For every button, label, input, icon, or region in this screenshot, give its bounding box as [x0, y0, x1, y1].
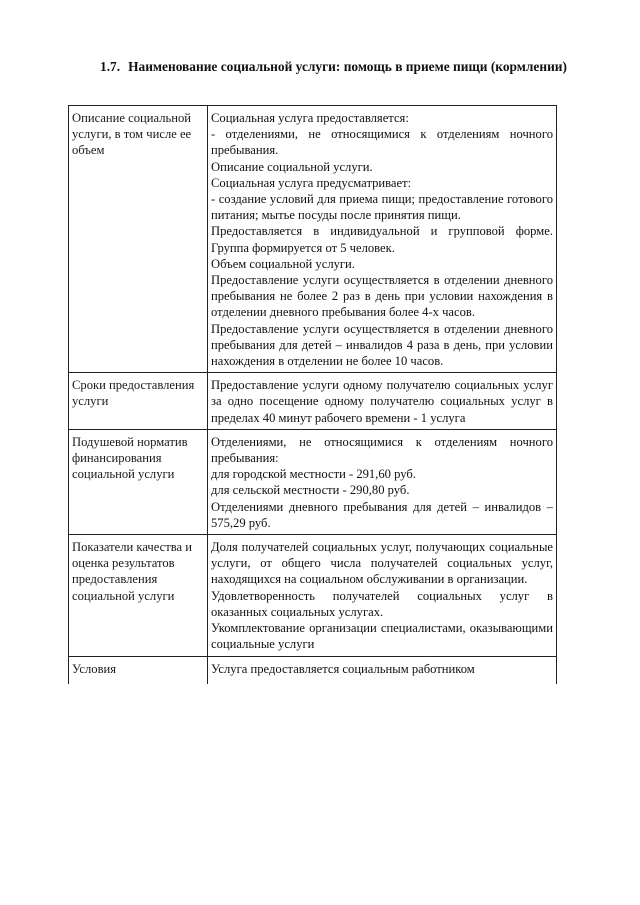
paragraph: - отделениями, не относящимися к отделениям ночного пребывания.	[211, 127, 553, 158]
paragraph: Доля получателей социальных услуг, получающих социальные услуги, от общего числа получателей социальных услуг, находящихся на социальном обслуживании в организации.	[211, 540, 553, 587]
row-label-description: Описание социальной услуги, в том числе ее объем	[69, 106, 208, 373]
table-row	[69, 656, 557, 684]
row-content-terms	[208, 373, 557, 430]
paragraph: - создание условий для приема пищи; предоставление готового питания; мытье посуды после принятия пищи.	[211, 192, 553, 223]
row-label-quality: Показатели качества и оценка результатов предоставления социальной услуги	[69, 535, 208, 656]
paragraph: Укомплектование организации специалистами, оказывающими социальные услуги	[211, 621, 553, 652]
row-label-conditions: Условия	[69, 656, 208, 684]
row-content-quality	[208, 535, 557, 656]
paragraph: Описание социальной услуги.	[211, 159, 373, 174]
row-content-description	[208, 106, 557, 373]
section-number: 1.7.	[100, 59, 121, 74]
paragraph: Предоставление услуги осуществляется в отделении дневного пребывания не более 2 раз в день при условии нахождения в отделении дневного пребывания более 4-х часов.	[211, 273, 553, 320]
paragraph: Социальная услуга предусматривает:	[211, 175, 412, 190]
table-row	[69, 373, 557, 430]
section-heading	[70, 58, 592, 75]
row-label-terms: Сроки предоставления услуги	[69, 373, 208, 430]
paragraph: Предоставляется в индивидуальной и групповой форме. Группа формируется от 5 человек.	[211, 224, 553, 255]
paragraph: Услуга предоставляется социальным работником	[211, 661, 475, 676]
row-content-conditions	[208, 656, 557, 684]
paragraph: Социальная услуга предоставляется:	[211, 111, 409, 125]
paragraph: Отделениями, не относящимися к отделениям ночного пребывания:	[211, 434, 553, 466]
table-row	[69, 535, 557, 656]
paragraph: Удовлетворенность получателей социальных услуг в оказанных социальных услугах.	[211, 588, 553, 619]
paragraph: Предоставление услуги одному получателю социальных услуг за одно посещение одному получателю социальных услуг в пределах 40 минут рабочего времени - 1 услуга	[211, 378, 553, 425]
paragraph: Отделениями дневного пребывания для детей – инвалидов – 575,29 руб.	[211, 499, 553, 530]
row-label-financing: Подушевой норматив финансирования социальной услуги	[69, 429, 208, 534]
paragraph: для сельской местности - 290,80 руб.	[211, 483, 410, 498]
table-row	[69, 429, 557, 534]
paragraph: Объем социальной услуги.	[211, 256, 355, 271]
table-row	[69, 106, 557, 373]
service-table	[68, 105, 557, 684]
section-title: Наименование социальной услуги: помощь в приеме пищи (кормлении)	[128, 59, 567, 74]
row-content-financing	[208, 429, 557, 534]
paragraph: для городской местности - 291,60 руб.	[211, 467, 416, 482]
paragraph: Предоставление услуги осуществляется в отделении дневного пребывания для детей – инвалидов 4 раза в день, при условии нахождения в отделении не более 10 часов.	[211, 321, 553, 369]
